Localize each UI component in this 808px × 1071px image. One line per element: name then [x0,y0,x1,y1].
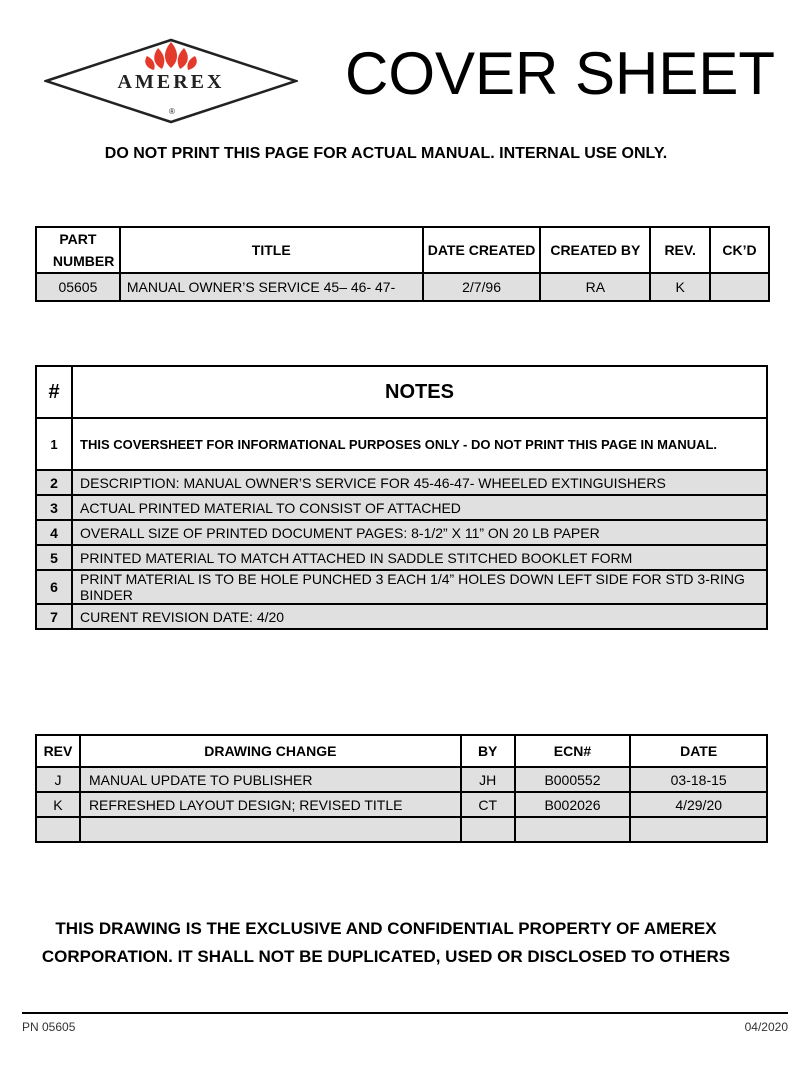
revision-table [35,734,768,843]
by-cell [461,817,515,842]
footer-divider [22,1012,788,1014]
note-number: 4 [36,520,72,545]
table-row [36,273,769,301]
header-part-number: PART NUMBER [36,227,120,273]
ecn-cell: B002026 [515,792,631,817]
table-row [36,545,767,570]
notes-header-title: NOTES [72,366,767,418]
table-row [36,604,767,629]
header-by: BY [461,735,515,767]
ckd-cell [710,273,769,301]
date-cell: 03-18-15 [630,767,767,792]
svg-text:®: ® [169,107,175,116]
note-number: 2 [36,470,72,495]
header-drawing-change: DRAWING CHANGE [80,735,461,767]
confidential-line-2: CORPORATION. IT SHALL NOT BE DUPLICATED, USED OR DISCLOSED TO OTHERS [41,947,731,966]
rev-cell [36,817,80,842]
change-cell [80,817,461,842]
note-number: 7 [36,604,72,629]
note-text: CURENT REVISION DATE: 4/20 [72,604,767,629]
note-number: 1 [36,418,72,470]
note-text: OVERALL SIZE OF PRINTED DOCUMENT PAGES: 8-1/2” X 11” ON 20 LB PAPER [72,520,767,545]
table-row [36,792,767,817]
change-cell: MANUAL UPDATE TO PUBLISHER [80,767,461,792]
amerex-logo [44,38,298,124]
part-number-cell: 05605 [36,273,120,301]
note-text: PRINTED MATERIAL TO MATCH ATTACHED IN SADDLE STITCHED BOOKLET FORM [72,545,767,570]
header-created-by: CREATED BY [540,227,650,273]
header-rev: REV. [650,227,710,273]
date-created-cell: 2/7/96 [423,273,541,301]
part-info-table [35,226,770,302]
confidentiality-notice [0,915,772,971]
title-cell: MANUAL OWNER’S SERVICE 45– 46- 47- [120,273,423,301]
table-row [36,817,767,842]
table-row [36,570,767,604]
rev-cell: J [36,767,80,792]
table-row [36,520,767,545]
ecn-cell [515,817,631,842]
header-date-created: DATE CREATED [423,227,541,273]
header-date: DATE [630,735,767,767]
by-cell: CT [461,792,515,817]
note-number: 6 [36,570,72,604]
svg-text:AMEREX: AMEREX [117,71,225,93]
rev-cell: K [36,792,80,817]
header-ecn: ECN# [515,735,631,767]
rev-cell: K [650,273,710,301]
page-title: COVER SHEET [345,40,776,107]
footer-part-number: PN 05605 [22,1020,76,1034]
date-cell [630,817,767,842]
note-number: 3 [36,495,72,520]
header-ckd: CK’D [710,227,769,273]
header-rev: REV [36,735,80,767]
header-title: TITLE [120,227,423,273]
notes-header-num: # [36,366,72,418]
note-text: DESCRIPTION: MANUAL OWNER’S SERVICE FOR 45-46-47- WHEELED EXTINGUISHERS [72,470,767,495]
note-number: 5 [36,545,72,570]
notes-table [35,365,768,630]
change-cell: REFRESHED LAYOUT DESIGN; REVISED TITLE [80,792,461,817]
footer-date: 04/2020 [744,1020,788,1034]
note-text: PRINT MATERIAL IS TO BE HOLE PUNCHED 3 EACH 1/4” HOLES DOWN LEFT SIDE FOR STD 3-RING BINDER [72,570,767,604]
by-cell: JH [461,767,515,792]
date-cell: 4/29/20 [630,792,767,817]
ecn-cell: B000552 [515,767,631,792]
table-row [36,470,767,495]
table-row [36,495,767,520]
table-row [36,418,767,470]
created-by-cell: RA [540,273,650,301]
note-text: ACTUAL PRINTED MATERIAL TO CONSIST OF ATTACHED [72,495,767,520]
confidential-line-1: THIS DRAWING IS THE EXCLUSIVE AND CONFIDENTIAL PROPERTY OF AMEREX [55,919,717,938]
note-text: THIS COVERSHEET FOR INFORMATIONAL PURPOSES ONLY - DO NOT PRINT THIS PAGE IN MANUAL. [72,418,767,470]
internal-use-warning: DO NOT PRINT THIS PAGE FOR ACTUAL MANUAL. INTERNAL USE ONLY. [104,145,668,162]
table-row [36,767,767,792]
